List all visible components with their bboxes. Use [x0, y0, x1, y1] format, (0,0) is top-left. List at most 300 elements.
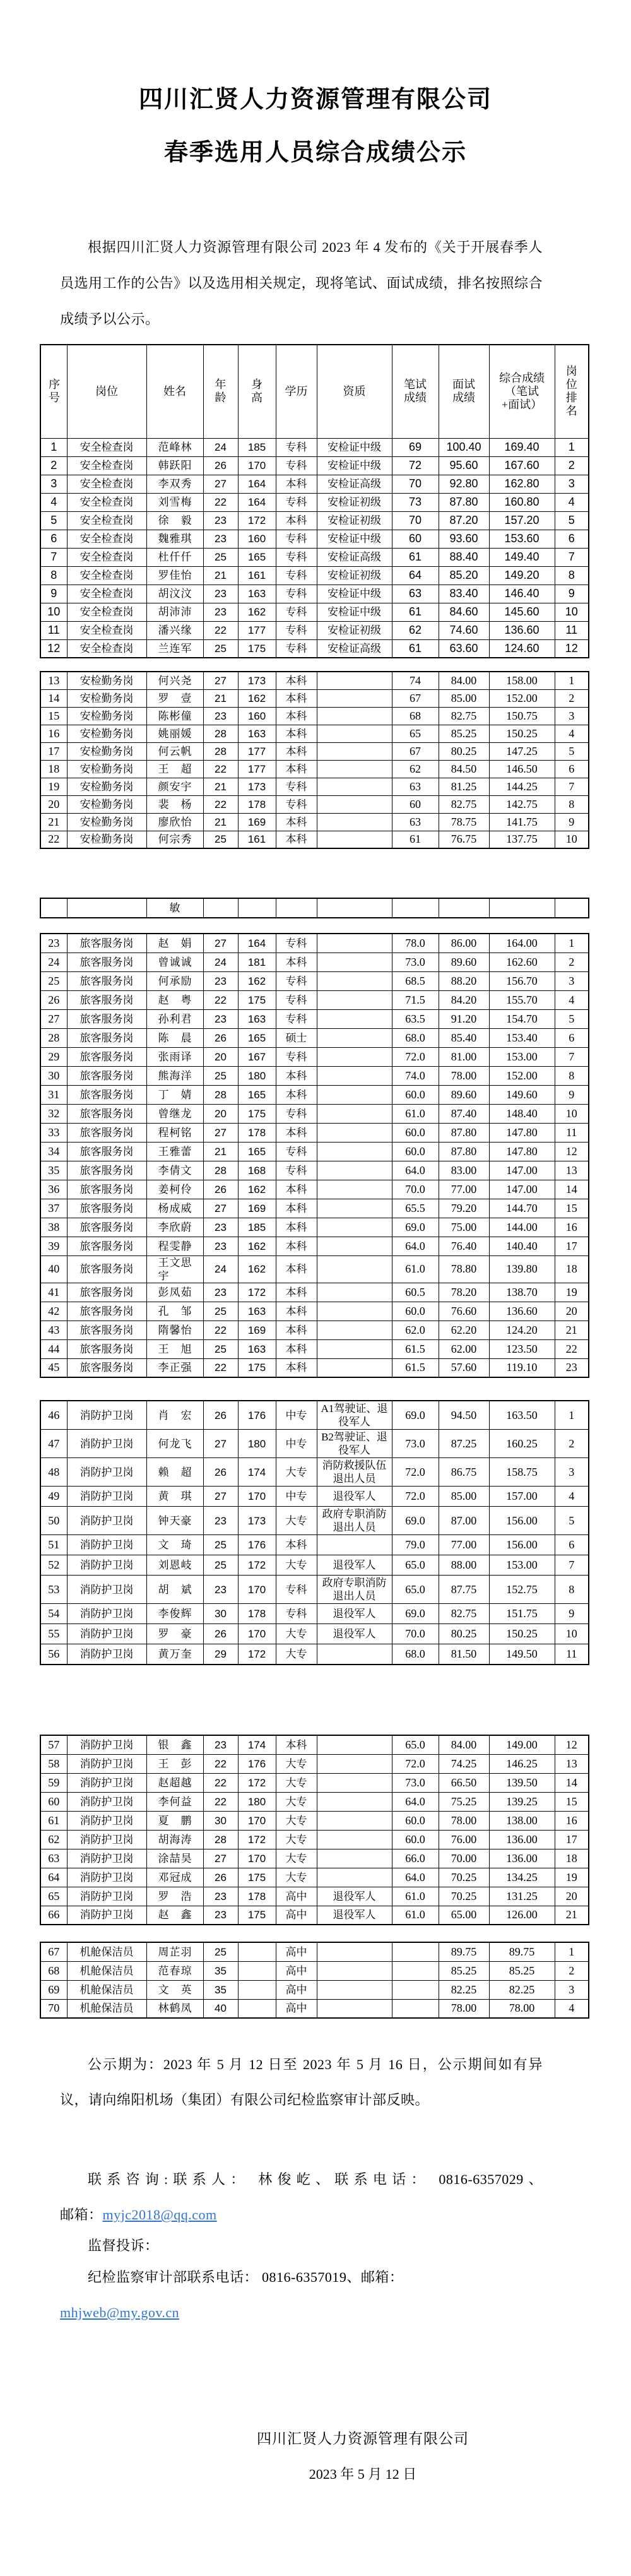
cell-name: 张雨译	[146, 1047, 203, 1066]
contact-email-link[interactable]: myjc2018@qq.com	[102, 2207, 217, 2223]
cell-qualification: 退役军人	[317, 1906, 392, 1925]
cell-no: 47	[40, 1430, 67, 1458]
cell-age: 28	[203, 742, 238, 760]
cell-height: 160	[238, 530, 276, 548]
cell-no: 20	[40, 795, 67, 813]
cell-post: 旅客服务岗	[67, 1283, 146, 1302]
cell-age: 24	[203, 438, 238, 456]
cell-qualification	[317, 1085, 392, 1104]
cell-post: 安全检查岗	[67, 530, 146, 548]
cell-interview-score: 63.60	[439, 639, 489, 658]
cell-age: 26	[203, 1180, 238, 1199]
cell-no: 63	[40, 1849, 67, 1868]
cell-interview-score: 82.25	[439, 1980, 489, 1999]
cell-interview-score: 85.40	[439, 1028, 489, 1047]
score-table-fragment-e	[40, 1735, 589, 1925]
cell-age: 22	[203, 990, 238, 1009]
cell-post: 消防护卫岗	[67, 1792, 146, 1811]
cell-post: 安全检查岗	[67, 511, 146, 530]
cell-education: 本科	[276, 1321, 317, 1339]
cell-name: 兰连军	[146, 639, 203, 658]
cell-height: 180	[238, 1066, 276, 1085]
cell-no: 12	[40, 639, 67, 658]
cell-height: 170	[238, 1576, 276, 1604]
cell-qualification	[317, 1535, 392, 1555]
cell-post: 消防护卫岗	[67, 1811, 146, 1830]
cell-rank: 1	[555, 934, 589, 953]
table-row	[40, 1104, 589, 1123]
table-row	[40, 621, 589, 639]
table-row	[40, 1180, 589, 1199]
cell-written-score: 68	[392, 707, 439, 725]
col-header-height: 身高	[238, 345, 276, 438]
cell-written-score: 60.0	[392, 1811, 439, 1830]
cell-education: 本科	[276, 1302, 317, 1321]
cell-age: 22	[203, 1792, 238, 1811]
cell-no: 8	[40, 566, 67, 585]
cell-post: 安检勤务岗	[67, 795, 146, 813]
cell-interview-score: 78.75	[439, 813, 489, 831]
cell-total-score: 146.50	[489, 760, 555, 778]
cell-interview-score: 89.75	[439, 1942, 489, 1961]
cell-no: 25	[40, 971, 67, 990]
cell-qualification	[317, 898, 392, 918]
cell-age: 26	[203, 1624, 238, 1644]
cell-written-score: 61.5	[392, 1358, 439, 1377]
cell-post: 安全检查岗	[67, 548, 146, 566]
cell-total-score: 138.00	[489, 1811, 555, 1830]
cell-name: 胡斌	[146, 1576, 203, 1604]
cell-name: 罗浩	[146, 1887, 203, 1906]
cell-interview-score: 77.00	[439, 1535, 489, 1555]
cell-total-score: 119.10	[489, 1358, 555, 1377]
cell-education	[276, 898, 317, 918]
cell-height: 162	[238, 1255, 276, 1283]
cell-education: 本科	[276, 1735, 317, 1754]
cell-age: 26	[203, 1401, 238, 1430]
cell-post: 旅客服务岗	[67, 1104, 146, 1123]
cell-interview-score: 93.60	[439, 530, 489, 548]
cell-total-score: 162.60	[489, 953, 555, 971]
cell-name: 赵鑫	[146, 1906, 203, 1925]
cell-education: 本科	[276, 1535, 317, 1555]
cell-total-score: 152.75	[489, 1576, 555, 1604]
cell-no: 2	[40, 456, 67, 475]
cell-total-score: 158.00	[489, 672, 555, 689]
cell-name: 周芷羽	[146, 1942, 203, 1961]
table-row	[40, 1283, 589, 1302]
table-row	[40, 1906, 589, 1925]
cell-age: 27	[203, 1123, 238, 1142]
cell-total-score: 144.25	[489, 778, 555, 795]
cell-education: 高中	[276, 1906, 317, 1925]
cell-written-score: 71.5	[392, 990, 439, 1009]
cell-name: 罗豪	[146, 1624, 203, 1644]
discipline-line2	[60, 2295, 543, 2330]
cell-total-score: 138.70	[489, 1283, 555, 1302]
cell-total-score: 147.80	[489, 1123, 555, 1142]
cell-interview-score: 85.25	[439, 1961, 489, 1980]
cell-post: 消防护卫岗	[67, 1644, 146, 1665]
table-row	[40, 1487, 589, 1507]
cell-education: 本科	[276, 813, 317, 831]
cell-name: 罗壹	[146, 689, 203, 707]
cell-rank: 20	[555, 1887, 589, 1906]
col-header-education: 学历	[276, 345, 317, 438]
cell-qualification: 安检证中级	[317, 585, 392, 603]
cell-name: 王超	[146, 760, 203, 778]
cell-rank: 4	[555, 990, 589, 1009]
cell-total-score: 136.00	[489, 1849, 555, 1868]
cell-total-score	[489, 898, 555, 918]
cell-qualification	[317, 1104, 392, 1123]
cell-written-score: 60.5	[392, 1283, 439, 1302]
cell-qualification	[317, 1849, 392, 1868]
cell-name: 颜安宇	[146, 778, 203, 795]
cell-interview-score: 84.20	[439, 990, 489, 1009]
cell-post: 旅客服务岗	[67, 1085, 146, 1104]
cell-total-score: 160.25	[489, 1430, 555, 1458]
cell-rank: 9	[555, 585, 589, 603]
cell-name: 何云帆	[146, 742, 203, 760]
cell-post: 消防护卫岗	[67, 1535, 146, 1555]
cell-name: 魏雅琪	[146, 530, 203, 548]
cell-age: 25	[203, 831, 238, 848]
cell-name: 王文思宇	[146, 1255, 203, 1283]
cell-no: 42	[40, 1302, 67, 1321]
cell-interview-score: 85.00	[439, 689, 489, 707]
cell-post: 安全检查岗	[67, 456, 146, 475]
cell-age: 23	[203, 707, 238, 725]
cell-rank: 10	[555, 831, 589, 848]
cell-height: 173	[238, 778, 276, 795]
cell-post: 旅客服务岗	[67, 953, 146, 971]
table-row	[40, 1255, 589, 1283]
cell-qualification: 安检证中级	[317, 603, 392, 621]
cell-rank: 8	[555, 795, 589, 813]
cell-qualification	[317, 1980, 392, 1999]
cell-written-score: 63	[392, 778, 439, 795]
cell-interview-score: 87.80	[439, 1123, 489, 1142]
cell-written-score	[392, 1961, 439, 1980]
cell-rank: 10	[555, 603, 589, 621]
cell-rank: 2	[555, 1430, 589, 1458]
cell-education: 本科	[276, 953, 317, 971]
cell-interview-score: 87.75	[439, 1576, 489, 1604]
cell-age: 25	[203, 1942, 238, 1961]
cell-rank: 1	[555, 672, 589, 689]
cell-no: 38	[40, 1218, 67, 1237]
cell-education: 专科	[276, 1104, 317, 1123]
table-row	[40, 760, 589, 778]
cell-post: 消防护卫岗	[67, 1868, 146, 1887]
cell-written-score: 72.0	[392, 1754, 439, 1773]
cell-name: 曾诚诚	[146, 953, 203, 971]
cell-interview-score: 75.25	[439, 1792, 489, 1811]
cell-education: 高中	[276, 1999, 317, 2018]
cell-name: 何龙飞	[146, 1430, 203, 1458]
cell-interview-score: 70.25	[439, 1868, 489, 1887]
cell-age: 22	[203, 493, 238, 511]
cell-rank: 7	[555, 548, 589, 566]
cell-education: 硕士	[276, 1028, 317, 1047]
cell-age: 21	[203, 566, 238, 585]
cell-rank: 15	[555, 1792, 589, 1811]
cell-education: 本科	[276, 511, 317, 530]
cell-age: 25	[203, 1555, 238, 1576]
cell-height	[238, 1980, 276, 1999]
cell-no: 57	[40, 1735, 67, 1754]
cell-total-score: 149.20	[489, 566, 555, 585]
cell-total-score: 145.60	[489, 603, 555, 621]
cell-total-score: 151.75	[489, 1604, 555, 1624]
cell-no: 28	[40, 1028, 67, 1047]
table-row	[40, 1218, 589, 1237]
cell-no: 40	[40, 1255, 67, 1283]
cell-interview-score: 82.75	[439, 795, 489, 813]
cell-name: 敏	[146, 898, 203, 918]
cell-education: 本科	[276, 1339, 317, 1358]
cell-written-score: 60.0	[392, 1142, 439, 1161]
cell-no: 23	[40, 934, 67, 953]
cell-post: 安全检查岗	[67, 585, 146, 603]
col-header-no: 序号	[40, 345, 67, 438]
cell-height: 180	[238, 1430, 276, 1458]
table-row	[40, 813, 589, 831]
cell-interview-score: 74.60	[439, 621, 489, 639]
cell-rank: 10	[555, 1624, 589, 1644]
cell-age: 23	[203, 530, 238, 548]
cell-written-score: 61.5	[392, 1339, 439, 1358]
cell-age: 29	[203, 1644, 238, 1665]
cell-rank: 1	[555, 438, 589, 456]
cell-interview-score: 74.25	[439, 1754, 489, 1773]
cell-total-score: 85.25	[489, 1961, 555, 1980]
cell-name: 李正强	[146, 1358, 203, 1377]
cell-education: 本科	[276, 725, 317, 742]
cell-written-score: 64	[392, 566, 439, 585]
contact-email-label: 邮箱：	[60, 2207, 103, 2223]
cell-qualification	[317, 742, 392, 760]
cell-written-score: 66.0	[392, 1849, 439, 1868]
cell-name: 彭凤茹	[146, 1283, 203, 1302]
cell-written-score: 72.0	[392, 1047, 439, 1066]
cell-written-score: 64.0	[392, 1161, 439, 1180]
cell-education: 大专	[276, 1811, 317, 1830]
cell-interview-score: 86.00	[439, 934, 489, 953]
cell-height	[238, 1961, 276, 1980]
cell-education: 专科	[276, 621, 317, 639]
cell-post: 消防护卫岗	[67, 1555, 146, 1576]
cell-written-score: 61	[392, 603, 439, 621]
cell-total-score: 134.25	[489, 1868, 555, 1887]
cell-written-score: 68.5	[392, 971, 439, 990]
cell-total-score: 126.00	[489, 1906, 555, 1925]
cell-age: 30	[203, 1604, 238, 1624]
cell-education: 专科	[276, 1009, 317, 1028]
table-row	[40, 585, 589, 603]
cell-rank: 6	[555, 760, 589, 778]
cell-education: 本科	[276, 760, 317, 778]
cell-interview-score: 87.40	[439, 1104, 489, 1123]
table-row	[40, 1430, 589, 1458]
cell-no: 41	[40, 1283, 67, 1302]
cell-post: 消防护卫岗	[67, 1487, 146, 1507]
cell-qualification	[317, 971, 392, 990]
cell-name: 李俊辉	[146, 1604, 203, 1624]
cell-height: 180	[238, 1792, 276, 1811]
cell-interview-score: 77.00	[439, 1180, 489, 1199]
cell-qualification: 安检证高级	[317, 548, 392, 566]
cell-height: 164	[238, 493, 276, 511]
cell-total-score: 163.50	[489, 1401, 555, 1430]
cell-no: 51	[40, 1535, 67, 1555]
cell-age: 23	[203, 511, 238, 530]
cell-no: 34	[40, 1142, 67, 1161]
cell-interview-score: 82.75	[439, 707, 489, 725]
contact-line1: 联系咨询:联系人： 林俊屹、联系电话： 0816-6357029、	[88, 2171, 543, 2187]
cell-rank: 3	[555, 1458, 589, 1487]
cell-written-score: 60.0	[392, 1830, 439, 1849]
cell-post: 机舱保洁员	[67, 1980, 146, 1999]
cell-height: 174	[238, 1458, 276, 1487]
cell-total-score: 136.60	[489, 621, 555, 639]
cell-height: 172	[238, 1555, 276, 1576]
cell-total-score: 131.25	[489, 1887, 555, 1906]
cell-interview-score: 70.00	[439, 1849, 489, 1868]
cell-rank: 5	[555, 1507, 589, 1535]
cell-age: 23	[203, 1887, 238, 1906]
cell-education: 专科	[276, 566, 317, 585]
cell-written-score: 70.0	[392, 1624, 439, 1644]
cell-post: 安检勤务岗	[67, 742, 146, 760]
cell-rank: 5	[555, 742, 589, 760]
cell-written-score: 73.0	[392, 953, 439, 971]
cell-name: 何兴尧	[146, 672, 203, 689]
table-row	[40, 548, 589, 566]
cell-no: 19	[40, 778, 67, 795]
table-row	[40, 1321, 589, 1339]
cell-rank: 18	[555, 1849, 589, 1868]
cell-rank: 7	[555, 1555, 589, 1576]
cell-education: 专科	[276, 1047, 317, 1066]
cell-interview-score: 78.80	[439, 1255, 489, 1283]
cell-education: 专科	[276, 493, 317, 511]
cell-name: 廖欣怡	[146, 813, 203, 831]
cell-rank: 17	[555, 1237, 589, 1255]
cell-education: 专科	[276, 530, 317, 548]
cell-interview-score: 78.00	[439, 1811, 489, 1830]
cell-qualification	[317, 1644, 392, 1665]
cell-height: 165	[238, 1142, 276, 1161]
cell-rank: 6	[555, 1535, 589, 1555]
cell-name: 程柯铭	[146, 1123, 203, 1142]
cell-rank: 7	[555, 778, 589, 795]
cell-total-score: 148.40	[489, 1104, 555, 1123]
cell-post: 消防护卫岗	[67, 1430, 146, 1458]
cell-no: 46	[40, 1401, 67, 1430]
cell-height: 177	[238, 742, 276, 760]
cell-written-score: 68.0	[392, 1644, 439, 1665]
cell-education: 本科	[276, 1237, 317, 1255]
cell-height: 178	[238, 795, 276, 813]
cell-interview-score: 86.75	[439, 1458, 489, 1487]
cell-qualification	[317, 1321, 392, 1339]
cell-education: 专科	[276, 934, 317, 953]
cell-total-score: 147.00	[489, 1180, 555, 1199]
cell-no: 17	[40, 742, 67, 760]
cell-post: 安全检查岗	[67, 566, 146, 585]
cell-age: 20	[203, 1104, 238, 1123]
cell-interview-score: 66.50	[439, 1773, 489, 1792]
cell-qualification	[317, 725, 392, 742]
cell-age: 23	[203, 1237, 238, 1255]
cell-total-score: 136.00	[489, 1830, 555, 1849]
cell-total-score: 162.80	[489, 475, 555, 493]
cell-height: 161	[238, 831, 276, 848]
table-row	[40, 1754, 589, 1773]
cell-education: 本科	[276, 1085, 317, 1104]
cell-written-score: 63	[392, 585, 439, 603]
table-row	[40, 1999, 589, 2018]
score-table-fragment-partial-row	[40, 898, 589, 918]
cell-post: 旅客服务岗	[67, 1302, 146, 1321]
cell-name: 裴杨	[146, 795, 203, 813]
cell-written-score: 61.0	[392, 1255, 439, 1283]
cell-qualification	[317, 953, 392, 971]
table-row	[40, 1555, 589, 1576]
cell-rank: 15	[555, 1199, 589, 1218]
cell-no: 62	[40, 1830, 67, 1849]
cell-post: 消防护卫岗	[67, 1576, 146, 1604]
table-row	[40, 1123, 589, 1142]
cell-total-score: 156.00	[489, 1535, 555, 1555]
discipline-email-link[interactable]: mhjweb@my.gov.cn	[60, 2305, 180, 2320]
cell-name: 韩跃阳	[146, 456, 203, 475]
footer-paragraph-discipline	[60, 2260, 543, 2330]
cell-rank: 1	[555, 1942, 589, 1961]
cell-post: 消防护卫岗	[67, 1849, 146, 1868]
cell-post: 安全检查岗	[67, 639, 146, 658]
cell-total-score: 137.75	[489, 831, 555, 848]
cell-height: 167	[238, 1047, 276, 1066]
cell-height: 165	[238, 1085, 276, 1104]
cell-age: 28	[203, 1161, 238, 1180]
cell-total-score: 157.00	[489, 1487, 555, 1507]
cell-education: 大专	[276, 1507, 317, 1535]
table-row	[40, 603, 589, 621]
cell-age: 25	[203, 1535, 238, 1555]
cell-height: 173	[238, 672, 276, 689]
cell-qualification	[317, 760, 392, 778]
cell-post: 安检勤务岗	[67, 725, 146, 742]
cell-interview-score: 81.25	[439, 778, 489, 795]
cell-total-score: 150.25	[489, 725, 555, 742]
table-row	[40, 1009, 589, 1028]
cell-qualification	[317, 1199, 392, 1218]
cell-no: 22	[40, 831, 67, 848]
cell-written-score: 62	[392, 621, 439, 639]
cell-rank: 2	[555, 456, 589, 475]
cell-education: 大专	[276, 1458, 317, 1487]
table-row	[40, 1849, 589, 1868]
cell-education: 本科	[276, 1358, 317, 1377]
cell-no: 30	[40, 1066, 67, 1085]
cell-written-score: 61.0	[392, 1887, 439, 1906]
cell-post: 消防护卫岗	[67, 1887, 146, 1906]
cell-age: 23	[203, 971, 238, 990]
cell-height: 170	[238, 1811, 276, 1830]
